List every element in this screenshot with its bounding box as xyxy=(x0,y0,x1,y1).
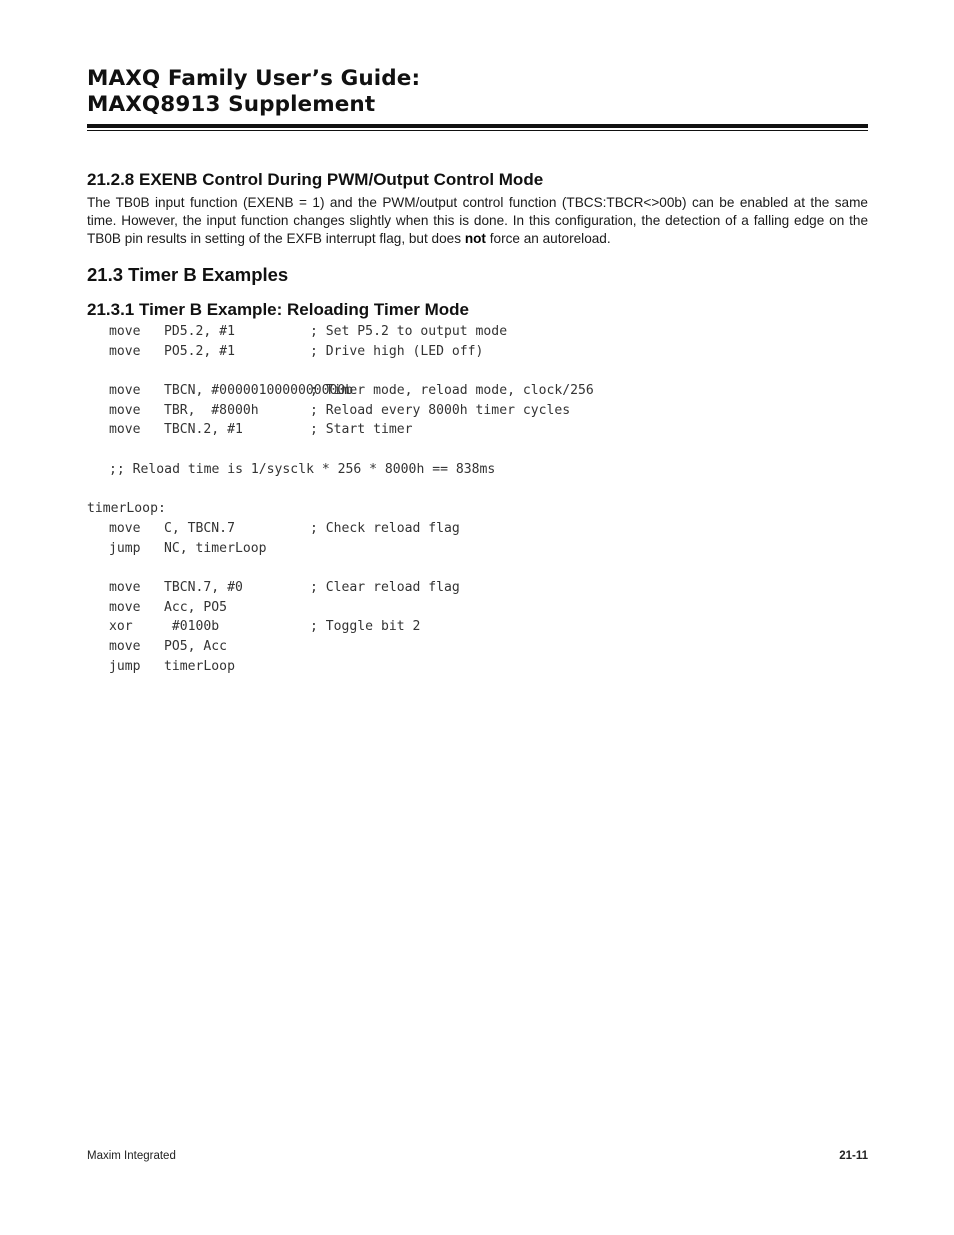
code-line xyxy=(87,440,868,460)
code-line xyxy=(87,578,868,598)
document-title-line-1: MAXQ Family User’s Guide: xyxy=(87,66,421,91)
code-comment: ; Timer mode, reload mode, clock/256 xyxy=(310,383,594,399)
code-line xyxy=(87,401,868,421)
code-label: timerLoop: xyxy=(87,501,166,517)
section-heading-21-3-1: 21.3.1 Timer B Example: Reloading Timer Mode xyxy=(87,300,469,319)
code-operands: NC, timerLoop xyxy=(164,540,267,556)
code-operands: PO5.2, #1 xyxy=(164,343,235,359)
code-operands: PD5.2, #1 xyxy=(164,324,235,339)
section-heading-21-2-8: 21.2.8 EXENB Control During PWM/Output Control Mode xyxy=(87,170,544,189)
code-line xyxy=(87,499,868,519)
code-line xyxy=(87,342,868,362)
code-line xyxy=(87,322,868,342)
code-operands: TBCN.7, #0 xyxy=(164,579,243,595)
code-opcode: move xyxy=(109,422,141,438)
code-operands: PO5, Acc xyxy=(164,639,228,654)
section-paragraph-21-2-8 xyxy=(87,194,868,248)
code-opcode: move xyxy=(109,599,141,615)
paragraph-text-end: force an autoreload. xyxy=(485,231,611,246)
code-opcode: jump xyxy=(109,540,141,556)
document-title xyxy=(87,66,420,118)
code-comment: ; Toggle bit 2 xyxy=(310,619,421,635)
code-line xyxy=(87,460,868,480)
code-opcode: move xyxy=(109,402,141,418)
code-comment: ; Start timer xyxy=(310,422,413,438)
code-line xyxy=(87,539,868,559)
section-heading-21-3: 21.3 Timer B Examples xyxy=(87,264,289,285)
code-line xyxy=(87,657,868,677)
code-opcode: move xyxy=(109,383,141,399)
code-comment: ; Drive high (LED off) xyxy=(310,343,484,359)
code-operands: #0100b xyxy=(164,619,220,635)
code-line xyxy=(87,420,868,440)
code-comment: ;; Reload time is 1/sysclk * 256 * 8000h == 838ms xyxy=(109,461,496,477)
code-line xyxy=(87,480,868,500)
code-operands: Acc, PO5 xyxy=(164,599,228,615)
code-opcode: move xyxy=(109,639,141,654)
code-listing xyxy=(87,322,868,676)
header-rule-thin xyxy=(87,130,868,131)
code-line xyxy=(87,637,868,657)
paragraph-text-start: The TB0B input function (EXENB = 1) and the PWM/output control function (TBCS:TBCR<>00b) can be enabled at the same time. However, the input function changes slightly when this is done. In this configuration, the detection of a falling edge on the TB0B pin results in setting of the EXFB interrupt flag, but does xyxy=(87,195,868,246)
footer-publisher: Maxim Integrated xyxy=(87,1150,176,1162)
code-line xyxy=(87,617,868,637)
code-opcode: jump xyxy=(109,658,141,674)
document-title-line-2: MAXQ8913 Supplement xyxy=(87,92,376,117)
document-page xyxy=(87,0,868,1235)
code-operands: TBR, #8000h xyxy=(164,402,259,418)
code-opcode: move xyxy=(109,343,141,359)
header-rule-thick xyxy=(87,124,868,128)
code-operands: TBCN, #0000010000000000b xyxy=(164,383,354,399)
code-comment: ; Check reload flag xyxy=(310,520,460,536)
code-operands: C, TBCN.7 xyxy=(164,520,235,536)
code-line xyxy=(87,361,868,381)
paragraph-emphasis: not xyxy=(464,231,486,246)
code-opcode: move xyxy=(109,579,141,595)
code-comment: ; Clear reload flag xyxy=(310,579,460,595)
code-line xyxy=(87,519,868,539)
code-operands: timerLoop xyxy=(164,658,235,674)
code-comment: ; Reload every 8000h timer cycles xyxy=(310,402,571,418)
code-opcode: move xyxy=(109,520,141,536)
footer-page-number: 21-11 xyxy=(839,1150,868,1162)
code-operands: TBCN.2, #1 xyxy=(164,422,243,438)
code-line xyxy=(87,381,868,401)
code-line xyxy=(87,598,868,618)
code-line xyxy=(87,558,868,578)
code-opcode: move xyxy=(109,324,141,339)
code-comment: ; Set P5.2 to output mode xyxy=(310,324,508,339)
code-opcode: xor xyxy=(109,619,133,635)
